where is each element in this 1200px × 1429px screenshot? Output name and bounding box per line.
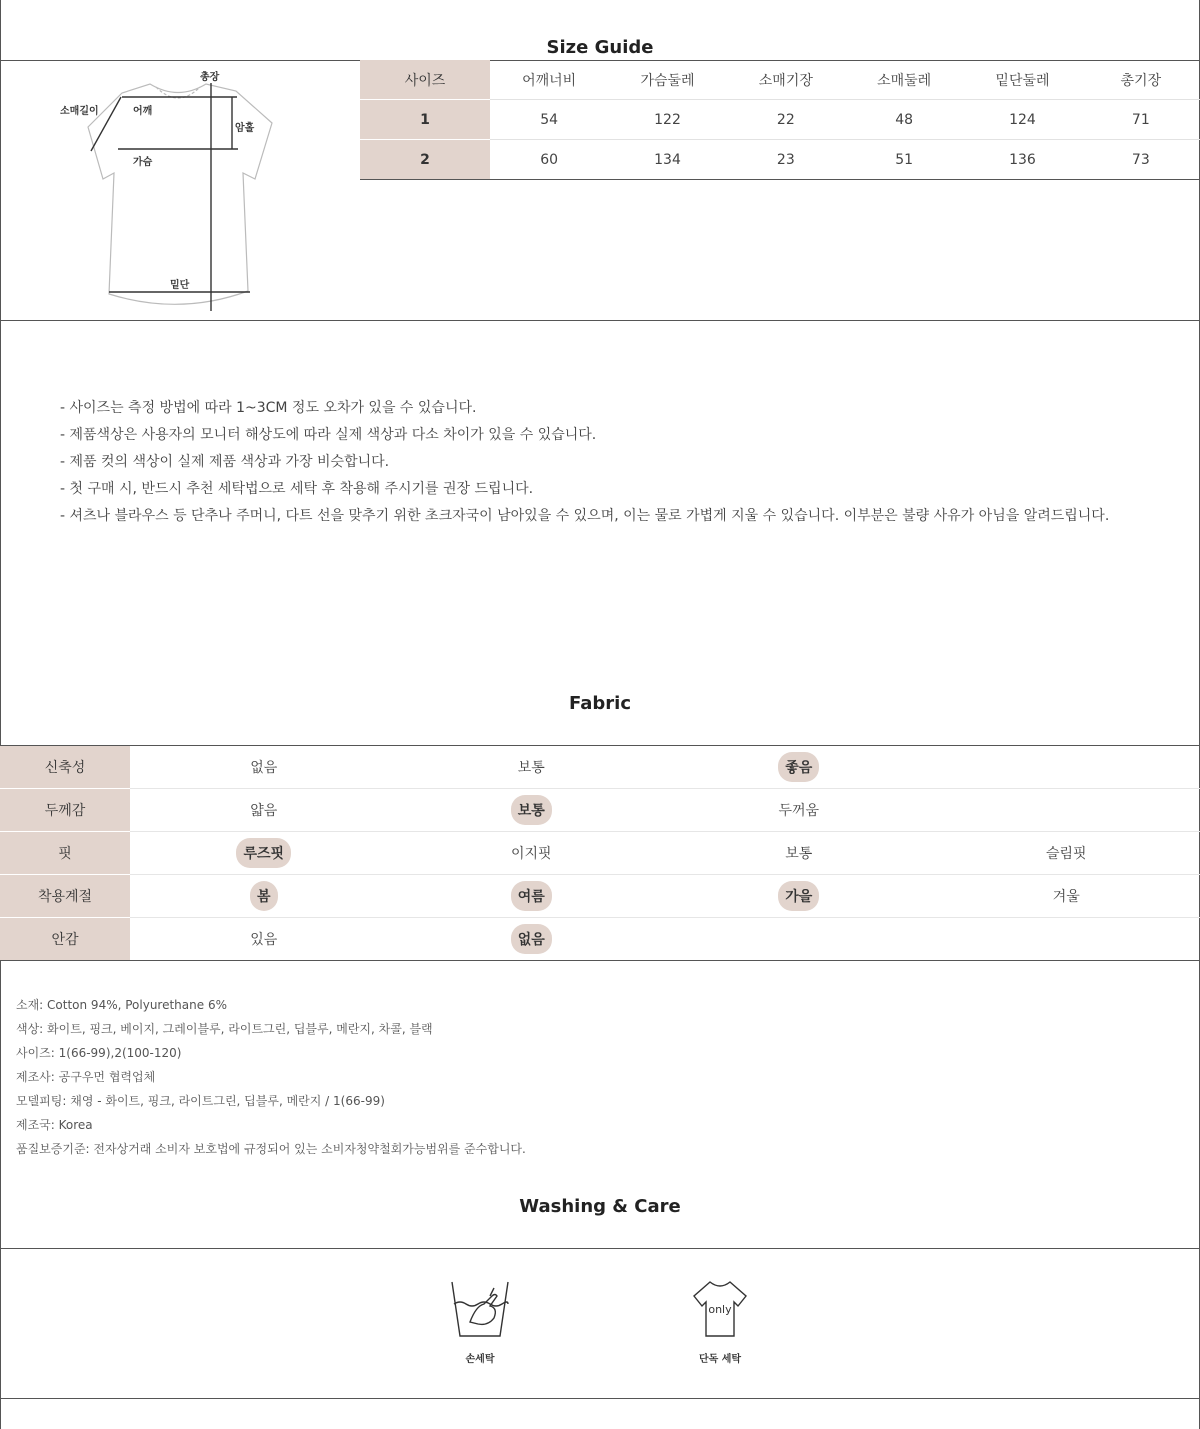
fabric-option: 두꺼움 bbox=[778, 803, 820, 819]
fabric-row bbox=[0, 832, 1200, 875]
fabric-row-label: 신축성 bbox=[0, 746, 130, 789]
fabric-option-cell bbox=[130, 918, 398, 961]
washing-bottom-divider bbox=[0, 1398, 1200, 1399]
fabric-option-cell bbox=[665, 875, 933, 918]
fabric-option-cell bbox=[130, 746, 398, 789]
fabric-row-label: 핏 bbox=[0, 832, 130, 875]
detail-line: 색상: 화이트, 핑크, 베이지, 그레이블루, 라이트그린, 딥블루, 메란지, 차콜, 블랙 bbox=[16, 1022, 433, 1036]
fabric-option-cell bbox=[665, 789, 933, 832]
size-value-cell: 73 bbox=[1082, 140, 1200, 180]
size-column-header: 소매기장 bbox=[727, 60, 845, 100]
fabric-row bbox=[0, 746, 1200, 789]
detail-line: 제조국: Korea bbox=[16, 1118, 93, 1132]
care-separate-wash bbox=[680, 1278, 760, 1365]
tshirt-size-diagram bbox=[0, 61, 360, 320]
size-row-label: 1 bbox=[360, 100, 490, 140]
product-details bbox=[16, 993, 526, 1161]
diagram-label-sleeve-length: 소매길이 bbox=[60, 106, 99, 117]
fabric-option: 겨울 bbox=[1052, 889, 1080, 905]
size-header-cell: 사이즈 bbox=[360, 60, 490, 100]
fabric-option: 보통 bbox=[517, 760, 545, 776]
detail-line: 품질보증기준: 전자상거래 소비자 보호법에 규정되어 있는 소비자청약철회가능범위를 준수합니다. bbox=[16, 1142, 526, 1156]
size-value-cell: 22 bbox=[727, 100, 845, 140]
size-value-cell: 124 bbox=[963, 100, 1081, 140]
size-column-header: 소매둘레 bbox=[845, 60, 963, 100]
only-text: only bbox=[708, 1303, 732, 1316]
detail-line: 모델피팅: 채영 - 화이트, 핑크, 라이트그린, 딥블루, 메란지 / 1(66-99) bbox=[16, 1094, 385, 1108]
size-value-cell: 136 bbox=[963, 140, 1081, 180]
size-column-header: 밑단둘레 bbox=[963, 60, 1081, 100]
fabric-option: 없음 bbox=[250, 760, 278, 776]
fabric-option-cell bbox=[933, 789, 1200, 832]
fabric-option-cell bbox=[398, 746, 666, 789]
fabric-option: 이지핏 bbox=[510, 846, 552, 862]
fabric-row-label: 착용계절 bbox=[0, 875, 130, 918]
fabric-option: 있음 bbox=[250, 932, 278, 948]
fabric-option-selected: 봄 bbox=[250, 881, 278, 911]
diagram-label-armhole: 암홀 bbox=[235, 123, 255, 134]
note-item: - 첫 구매 시, 반드시 추천 세탁법으로 세탁 후 착용해 주시기를 권장 드립니다. bbox=[60, 481, 534, 497]
fabric-option-cell bbox=[933, 875, 1200, 918]
fabric-row bbox=[0, 789, 1200, 832]
notes-list bbox=[60, 395, 1109, 530]
size-table bbox=[360, 60, 1200, 180]
fabric-option-cell bbox=[130, 875, 398, 918]
fabric-row bbox=[0, 875, 1200, 918]
diagram-label-total-length: 총장 bbox=[200, 72, 220, 83]
diagram-label-shoulder: 어깨 bbox=[133, 106, 153, 117]
size-column-header: 총기장 bbox=[1082, 60, 1200, 100]
hand-wash-label: 손세탁 bbox=[465, 1354, 495, 1365]
size-column-header: 가슴둘레 bbox=[608, 60, 726, 100]
washing-top-divider bbox=[0, 1248, 1200, 1249]
fabric-option-selected: 좋음 bbox=[778, 752, 819, 782]
fabric-option-cell bbox=[933, 918, 1200, 961]
fabric-option-cell bbox=[933, 832, 1200, 875]
size-value-cell: 122 bbox=[608, 100, 726, 140]
size-table-header-row bbox=[360, 60, 1200, 100]
size-value-cell: 54 bbox=[490, 100, 608, 140]
size-value-cell: 48 bbox=[845, 100, 963, 140]
fabric-option-cell bbox=[130, 832, 398, 875]
fabric-option: 보통 bbox=[785, 846, 813, 862]
fabric-table bbox=[0, 745, 1200, 961]
fabric-option-cell bbox=[130, 789, 398, 832]
fabric-option-cell bbox=[398, 789, 666, 832]
washing-care-title: Washing & Care bbox=[519, 1196, 681, 1217]
note-item: - 제품색상은 사용자의 모니터 해상도에 따라 실제 색상과 다소 차이가 있을 수 있습니다. bbox=[60, 427, 597, 443]
fabric-option-selected: 가을 bbox=[778, 881, 819, 911]
table-row bbox=[360, 140, 1200, 180]
fabric-option-selected: 루즈핏 bbox=[236, 838, 291, 868]
size-value-cell: 71 bbox=[1082, 100, 1200, 140]
note-item: - 제품 컷의 색상이 실제 제품 색상과 가장 비슷합니다. bbox=[60, 454, 390, 470]
fabric-option: 슬림핏 bbox=[1045, 846, 1087, 862]
fabric-option-cell bbox=[398, 918, 666, 961]
table-row bbox=[360, 100, 1200, 140]
detail-line: 제조사: 공구우먼 협력업체 bbox=[16, 1070, 156, 1084]
fabric-option-cell bbox=[398, 832, 666, 875]
note-item: - 사이즈는 측정 방법에 따라 1~3CM 정도 오차가 있을 수 있습니다. bbox=[60, 400, 477, 416]
separate-wash-tshirt-icon bbox=[680, 1278, 760, 1340]
detail-line: 소재: Cotton 94%, Polyurethane 6% bbox=[16, 998, 227, 1012]
size-value-cell: 60 bbox=[490, 140, 608, 180]
fabric-option-selected: 여름 bbox=[511, 881, 552, 911]
fabric-option-cell bbox=[665, 918, 933, 961]
fabric-row-label: 두께감 bbox=[0, 789, 130, 832]
size-value-cell: 51 bbox=[845, 140, 963, 180]
fabric-option-cell bbox=[933, 746, 1200, 789]
fabric-option-cell bbox=[665, 746, 933, 789]
diagram-label-hem: 밑단 bbox=[170, 280, 190, 291]
fabric-option-cell bbox=[665, 832, 933, 875]
hand-wash-icon bbox=[440, 1278, 520, 1340]
diagram-label-chest: 가슴 bbox=[133, 157, 153, 168]
fabric-option-selected: 보통 bbox=[511, 795, 552, 825]
size-guide-bottom-divider bbox=[0, 320, 1200, 321]
size-row-label: 2 bbox=[360, 140, 490, 180]
fabric-row bbox=[0, 918, 1200, 961]
size-value-cell: 23 bbox=[727, 140, 845, 180]
fabric-title: Fabric bbox=[569, 693, 631, 714]
fabric-row-label: 안감 bbox=[0, 918, 130, 961]
size-guide-title: Size Guide bbox=[546, 37, 654, 58]
detail-line: 사이즈: 1(66-99),2(100-120) bbox=[16, 1046, 182, 1060]
fabric-option: 얇음 bbox=[250, 803, 278, 819]
care-hand-wash bbox=[440, 1278, 520, 1365]
fabric-option-cell bbox=[398, 875, 666, 918]
separate-wash-label: 단독 세탁 bbox=[698, 1354, 742, 1365]
size-column-header: 어깨너비 bbox=[490, 60, 608, 100]
fabric-option-selected: 없음 bbox=[511, 924, 552, 954]
note-item: - 셔츠나 블라우스 등 단추나 주머니, 다트 선을 맞추기 위한 초크자국이 남아있을 수 있으며, 이는 물로 가볍게 지울 수 있습니다. 이부분은 불량 사유가 아님을 알려드립니다. bbox=[60, 508, 1110, 524]
size-value-cell: 134 bbox=[608, 140, 726, 180]
